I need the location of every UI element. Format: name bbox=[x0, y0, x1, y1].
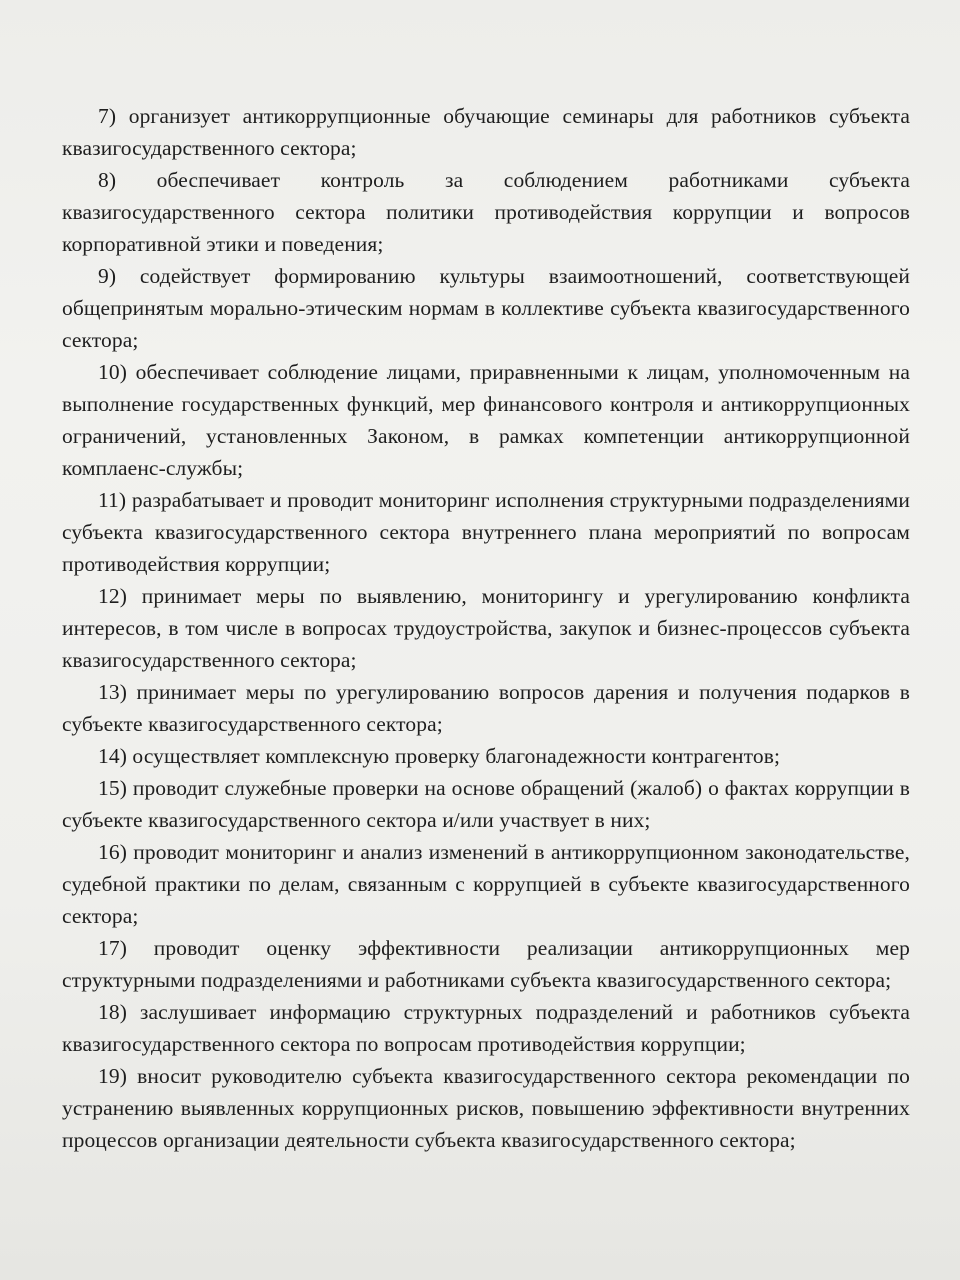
list-item: 7) организует антикоррупционные обучающие семинары для работников субъекта квазигосударственного сектора; bbox=[62, 104, 910, 160]
list-item: 17) проводит оценку эффективности реализации антикоррупционных мер структурными подразделениями и работниками субъекта квазигосударственного сектора; bbox=[62, 936, 910, 992]
list-item: 12) принимает меры по выявлению, мониторингу и урегулированию конфликта интересов, в том числе в вопросах трудоустройства, закупок и бизнес-процессов субъекта квазигосударственного сектора; bbox=[62, 584, 910, 672]
list-item: 13) принимает меры по урегулированию вопросов дарения и получения подарков в субъекте квазигосударственного сектора; bbox=[62, 680, 910, 736]
list-item: 9) содействует формированию культуры взаимоотношений, соответствующей общепринятым морально-этическим нормам в коллективе субъекта квазигосударственного сектора; bbox=[62, 264, 910, 352]
list-item: 8) обеспечивает контроль за соблюдением работниками субъекта квазигосударственного сектора политики противодействия коррупции и вопросов корпоративной этики и поведения; bbox=[62, 168, 910, 256]
list-item: 18) заслушивает информацию структурных подразделений и работников субъекта квазигосударственного сектора по вопросам противодействия коррупции; bbox=[62, 1000, 910, 1056]
list-item: 10) обеспечивает соблюдение лицами, приравненными к лицам, уполномоченным на выполнение государственных функций, мер финансового контроля и антикоррупционных ограничений, установленных Законом, в рамках компетенции антикоррупционной комплаенс-службы; bbox=[62, 360, 910, 480]
list-item: 11) разрабатывает и проводит мониторинг исполнения структурными подразделениями субъекта квазигосударственного сектора внутреннего плана мероприятий по вопросам противодействия коррупции; bbox=[62, 488, 910, 576]
list-item: 15) проводит служебные проверки на основе обращений (жалоб) о фактах коррупции в субъекте квазигосударственного сектора и/или участвует в них; bbox=[62, 776, 910, 832]
document-body bbox=[62, 100, 910, 1156]
list-item: 14) осуществляет комплексную проверку благонадежности контрагентов; bbox=[98, 744, 781, 768]
list-item: 19) вносит руководителю субъекта квазигосударственного сектора рекомендации по устранению выявленных коррупционных рисков, повышению эффективности внутренних процессов организации деятельности субъекта квазигосударственного сектора; bbox=[62, 1064, 910, 1152]
list-item: 16) проводит мониторинг и анализ изменений в антикоррупционном законодательстве, судебной практики по делам, связанным с коррупцией в субъекте квазигосударственного сектора; bbox=[62, 840, 910, 928]
